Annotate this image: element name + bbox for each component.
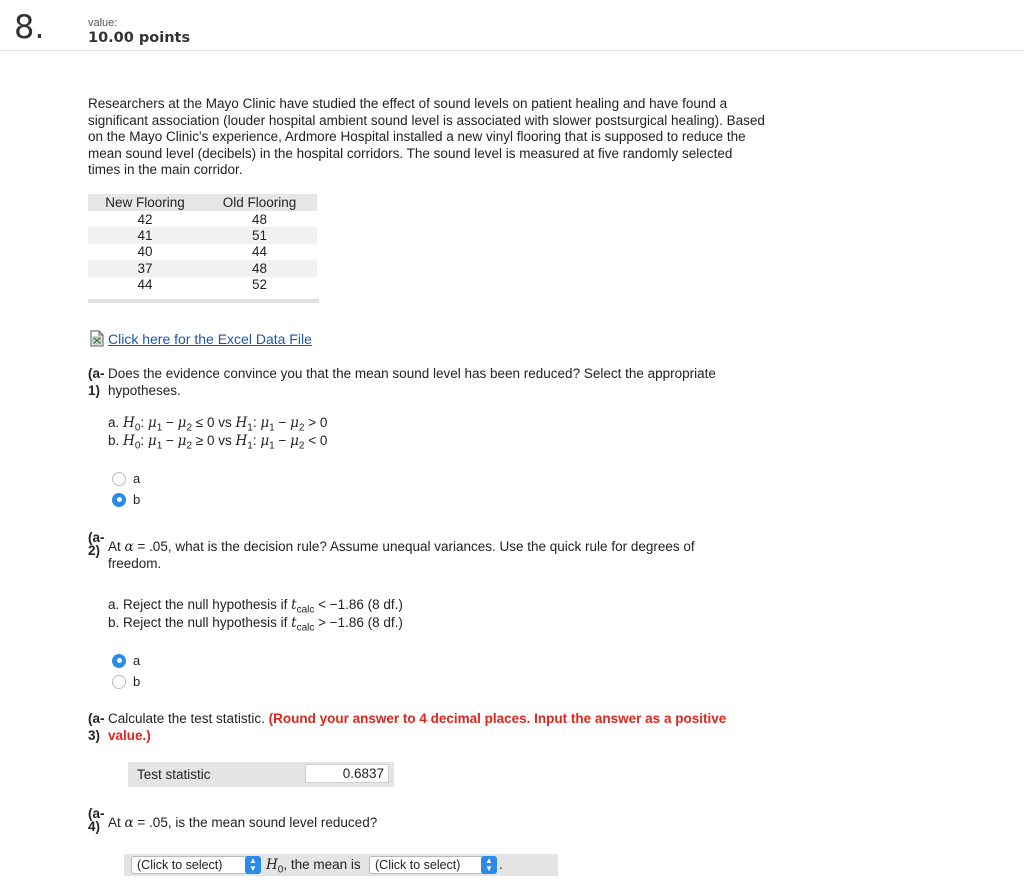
part-a4-question: [108, 815, 377, 832]
t-symbol: t: [291, 615, 297, 631]
excel-file-icon: [89, 330, 105, 347]
part-a2-radio-a[interactable]: [112, 653, 140, 668]
option-a-text: a. Reject the null hypothesis if: [108, 597, 288, 612]
alpha-symbol: α: [124, 539, 134, 555]
h1-sub: 1: [247, 422, 253, 434]
mu-symbol: μ: [290, 415, 299, 431]
header-new-flooring: New Flooring: [88, 194, 202, 211]
mu1-sub: 1: [269, 422, 275, 434]
hypothesis-option-b: [108, 433, 327, 452]
part-a1-text-line2: hypotheses.: [108, 382, 181, 398]
option-b-relation1: ≥ 0 vs: [195, 433, 232, 448]
cell-old: 44: [251, 244, 268, 260]
t-sub: calc: [296, 622, 315, 634]
mu2-sub: 2: [186, 440, 193, 452]
option-b-relation2: < 0: [308, 433, 328, 448]
cell-old: 51: [202, 227, 317, 243]
option-b-text: b. Reject the null hypothesis if: [108, 615, 288, 630]
mean-select-value: (Click to select): [375, 858, 461, 872]
mu2-sub: 2: [298, 422, 305, 434]
radio-button[interactable]: [112, 675, 126, 689]
part-a3-label: [88, 711, 105, 744]
part-a3-instruction: (Round your answer to 4 decimal places. Input the answer as a positive: [268, 711, 727, 726]
h0-sub: 0: [134, 422, 141, 434]
part-a4-label: [88, 807, 105, 833]
h-sub: 0: [277, 864, 284, 876]
colon: :: [252, 415, 257, 430]
select-arrows-icon: ▲ ▼: [481, 856, 497, 874]
minus: −: [166, 433, 174, 448]
option-a-relation2: > 0: [308, 415, 328, 430]
select-middle-text: [266, 857, 361, 879]
t-symbol: t: [291, 597, 297, 613]
mu2-sub: 2: [298, 440, 305, 452]
table-row: [88, 227, 317, 243]
minus: −: [278, 415, 287, 430]
part-a1-radio-a[interactable]: [112, 471, 140, 486]
mu-symbol: μ: [260, 415, 270, 431]
text-prefix: At: [108, 815, 121, 830]
option-a-relation1: ≤ 0 vs: [195, 415, 232, 430]
part-a2-label-bottom: 2): [88, 543, 101, 558]
part-a2-question: [108, 539, 768, 572]
part-a4-label-top: (a-: [88, 806, 105, 821]
t-sub: calc: [296, 604, 315, 616]
cell-new: 41: [88, 227, 202, 243]
mu1-sub: 1: [269, 440, 275, 452]
part-a1-label: [88, 366, 105, 399]
part-a3-text-line1: [108, 711, 778, 728]
cell-new: 44: [137, 277, 153, 293]
part-a1-label-top: (a-: [88, 366, 105, 381]
table-row: [88, 244, 317, 260]
radio-button[interactable]: [112, 472, 126, 486]
question-number: 8.: [14, 8, 45, 46]
mu-symbol: μ: [177, 433, 187, 449]
text-rest: = .05, is the mean sound level reduced?: [137, 815, 378, 830]
part-a3-question: [108, 711, 778, 744]
test-statistic-label: Test statistic: [137, 767, 211, 782]
colon: :: [140, 433, 145, 448]
text-rest: = .05, what is the decision rule? Assume unequal variances. Use the quick rule for degrees of: [137, 539, 695, 554]
option-a-prefix: a.: [108, 415, 120, 430]
mu-symbol: μ: [290, 433, 299, 449]
mu-symbol: μ: [177, 415, 187, 431]
test-statistic-input[interactable]: 0.6837: [305, 764, 389, 783]
reject-select[interactable]: [131, 856, 261, 874]
mu1-sub: 1: [156, 422, 163, 434]
cell-new: 37: [88, 260, 202, 276]
cell-new: 40: [137, 244, 153, 260]
table-bottom-bar: [88, 299, 319, 303]
part-a1-text-line1: Does the evidence convince you that the mean sound level has been reduced? Select the appropriate: [108, 366, 716, 381]
part-a3-instruction-line2: value.): [108, 727, 151, 743]
minus: −: [278, 433, 287, 448]
text-prefix: At: [108, 539, 121, 554]
part-a3-text: Calculate the test statistic.: [108, 711, 265, 726]
hypothesis-option-a: [108, 415, 327, 434]
mu1-sub: 1: [156, 440, 163, 452]
part-a1-label-bottom: 1): [88, 382, 101, 398]
radio-button-selected[interactable]: [112, 654, 126, 668]
part-a2-text-line1: [108, 539, 768, 556]
table-row: [88, 277, 317, 293]
decision-option-a: [108, 597, 403, 616]
mu-symbol: μ: [260, 433, 270, 449]
question-intro: Researchers at the Mayo Clinic have studied the effect of sound levels on patient healing and have found a significant association (louder hospital ambient sound level is associated with slower postsurgical healing). Based on the Mayo Clinic's experience, Ardmore Hospital installed a new vinyl flooring that is supposed to reduce the mean sound level (decibels) in the hospital corridors. The sound level is measured at five randomly selected times in the main corridor.: [88, 96, 765, 177]
h-symbol: H: [266, 857, 278, 873]
mu-symbol: μ: [147, 433, 157, 449]
radio-label: b: [133, 492, 141, 507]
colon: :: [140, 415, 145, 430]
part-a2-radio-b[interactable]: [112, 674, 140, 689]
radio-label: a: [133, 653, 141, 668]
mid-text: , the mean is: [283, 857, 361, 872]
option-b-prefix: b.: [108, 433, 120, 448]
option-a-rest: < −1.86 (8 df.): [318, 597, 403, 612]
radio-label: a: [133, 471, 141, 486]
h1-sub: 1: [247, 440, 253, 452]
header-old-flooring: Old Flooring: [202, 194, 317, 211]
radio-button-selected[interactable]: [112, 493, 126, 507]
h0-symbol: H: [123, 415, 135, 431]
end-punctuation: .: [499, 857, 503, 872]
part-a2-text-line2: freedom.: [108, 555, 162, 571]
mean-select[interactable]: [369, 856, 497, 874]
table-row: [88, 211, 317, 227]
cell-old: 52: [251, 277, 268, 293]
cell-new: 42: [137, 211, 153, 227]
mu-symbol: μ: [147, 415, 157, 431]
part-a3-label-top: (a-: [88, 711, 105, 726]
table-header-row: [88, 194, 317, 211]
h1-symbol: H: [235, 433, 248, 449]
part-a2-label-top: (a-: [88, 530, 105, 545]
decision-option-b: [108, 615, 403, 634]
part-a1-question: [108, 366, 768, 399]
data-table: [88, 194, 317, 293]
mu2-sub: 2: [186, 422, 193, 434]
part-a4-label-bottom: 4): [88, 819, 101, 834]
table-row: [88, 260, 317, 276]
radio-label: b: [133, 674, 141, 689]
option-b-rest: > −1.86 (8 df.): [318, 615, 403, 630]
alpha-symbol: α: [124, 815, 134, 831]
part-a2-label: [88, 531, 105, 557]
points-value: 10.00 points: [88, 30, 191, 46]
part-a1-radio-b[interactable]: [112, 492, 140, 507]
h0-sub: 0: [134, 440, 141, 452]
cell-old: 48: [251, 211, 268, 227]
h1-symbol: H: [235, 415, 248, 431]
reject-select-value: (Click to select): [137, 858, 223, 872]
minus: −: [166, 415, 174, 430]
colon: :: [252, 433, 257, 448]
excel-data-link[interactable]: [89, 330, 312, 347]
value-label: value:: [88, 17, 118, 29]
h0-symbol: H: [123, 433, 135, 449]
cell-old: 48: [202, 260, 317, 276]
header-divider: [0, 50, 1024, 51]
select-arrows-icon: ▲ ▼: [245, 856, 261, 874]
part-a3-label-bottom: 3): [88, 727, 101, 743]
excel-link-text[interactable]: Click here for the Excel Data File: [108, 330, 312, 347]
